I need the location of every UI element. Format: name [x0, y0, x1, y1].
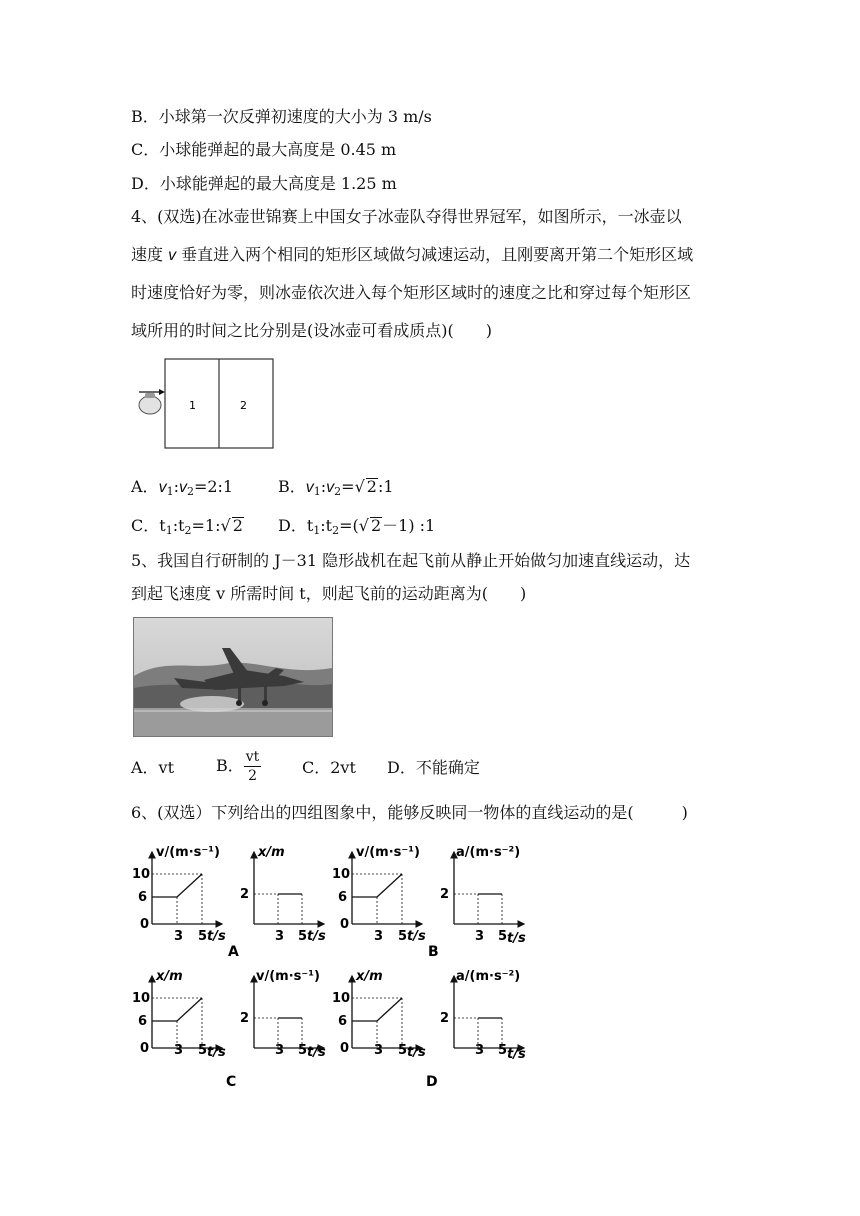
svg-text:0: 0 — [140, 1041, 150, 1056]
svg-text:6: 6 — [138, 890, 148, 905]
graph-b2 — [440, 845, 526, 946]
svg-text:a/(m·s⁻²): a/(m·s⁻²) — [456, 845, 521, 860]
svg-text:10: 10 — [332, 867, 351, 882]
svg-text:2: 2 — [440, 887, 450, 902]
svg-text:6: 6 — [138, 1014, 148, 1029]
q4-stem-line3: 时速度恰好为零，则冰壶依次进入每个矩形区域时的速度之比和穿过每个矩形区 — [131, 283, 692, 302]
q4-option-a: A．$v_1:v_2=2:1$ — [131, 477, 234, 498]
graph-label-c: C — [226, 1074, 237, 1088]
svg-text:2: 2 — [240, 887, 250, 902]
svg-text:5: 5 — [298, 929, 308, 944]
svg-text:t/s: t/s — [207, 1045, 226, 1060]
svg-text:3: 3 — [174, 1043, 184, 1058]
svg-text:3: 3 — [275, 1043, 285, 1058]
svg-text:0: 0 — [340, 917, 350, 932]
svg-text:5: 5 — [498, 1043, 508, 1058]
svg-text:v/(m·s⁻¹): v/(m·s⁻¹) — [256, 969, 320, 984]
q6-graph-set — [130, 838, 550, 1088]
q5-option-a: A．vt — [131, 758, 175, 777]
svg-text:t/s: t/s — [507, 931, 526, 946]
q4-option-b: B．$v_1:v_2=√$ 2:1 — [278, 477, 394, 498]
curling-diagram — [135, 355, 280, 455]
graph-b1 — [332, 845, 426, 944]
svg-text:6: 6 — [338, 890, 348, 905]
graph-label-d: D — [426, 1074, 438, 1088]
graph-c1 — [132, 969, 226, 1060]
svg-text:t/s: t/s — [207, 929, 226, 944]
svg-text:v/(m·s⁻¹): v/(m·s⁻¹) — [356, 845, 420, 860]
svg-text:3: 3 — [374, 929, 384, 944]
svg-text:0: 0 — [140, 917, 150, 932]
q4-stem-line2: 速度 v 垂直进入两个相同的矩形区域做匀减速运动，且刚要离开第二个矩形区域 — [131, 245, 694, 264]
q5-option-c: C．2vt — [302, 758, 356, 777]
svg-text:10: 10 — [132, 867, 151, 882]
svg-text:5: 5 — [498, 929, 508, 944]
q3-option-b: B．小球第一次反弹初速度的大小为 3 m/s — [131, 107, 432, 126]
q4-stem-line4: 域所用的时间之比分别是(设冰壶可看成质点)( ) — [131, 321, 492, 340]
svg-text:5: 5 — [398, 1043, 408, 1058]
svg-text:2: 2 — [440, 1011, 450, 1026]
svg-text:x/m: x/m — [156, 969, 183, 984]
svg-text:x/m: x/m — [258, 845, 285, 860]
svg-text:3: 3 — [475, 1043, 485, 1058]
graph-label-b: B — [428, 944, 439, 960]
q4-option-c: C．$t_1:t_2=1:√$ 2 — [131, 516, 243, 537]
svg-text:5: 5 — [198, 1043, 208, 1058]
graph-d1 — [332, 969, 426, 1060]
svg-text:6: 6 — [338, 1014, 348, 1029]
curling-stone-icon — [139, 396, 161, 414]
svg-text:t/s: t/s — [507, 1047, 526, 1062]
svg-text:3: 3 — [275, 929, 285, 944]
svg-text:t/s: t/s — [407, 1045, 426, 1060]
q4-option-d: D．$t_1:t_2=(√$ 2－1) :1 — [278, 516, 436, 537]
svg-text:t/s: t/s — [307, 1045, 326, 1060]
svg-text:5: 5 — [398, 929, 408, 944]
svg-text:a/(m·s⁻²): a/(m·s⁻²) — [456, 969, 521, 984]
graph-c2 — [240, 969, 326, 1060]
q6-stem: 6、(双选）下列给出的四组图象中，能够反映同一物体的直线运动的是( ) — [131, 803, 688, 822]
graph-label-a: A — [228, 944, 239, 960]
svg-text:3: 3 — [374, 1043, 384, 1058]
axis-label: v/(m·s⁻¹) — [156, 845, 220, 860]
svg-text:5: 5 — [198, 929, 208, 944]
svg-text:x/m: x/m — [356, 969, 383, 984]
svg-text:3: 3 — [475, 929, 485, 944]
q5-stem-line1: 5、我国自行研制的 J－31 隐形战机在起飞前从静止开始做匀加速直线运动，达 — [131, 551, 691, 570]
region-1-label: 1 — [189, 399, 196, 412]
svg-text:10: 10 — [132, 991, 151, 1006]
q3-option-d: D．小球能弹起的最大高度是 1.25 m — [131, 174, 397, 193]
q3-option-c: C．小球能弹起的最大高度是 0.45 m — [131, 140, 397, 159]
fighter-jet-photo — [133, 617, 333, 737]
q4-stem-line1: 4、(双选)在冰壶世锦赛上中国女子冰壶队夺得世界冠军，如图所示，一冰壶以 — [131, 207, 682, 226]
q5-option-b: B． $\frac{vt}{2}$ — [216, 749, 260, 784]
svg-text:2: 2 — [240, 1011, 250, 1026]
graph-d2 — [440, 969, 526, 1062]
graph-a2 — [240, 845, 326, 944]
svg-text:t/s: t/s — [307, 929, 326, 944]
svg-text:0: 0 — [340, 1041, 350, 1056]
q5-option-d: D．不能确定 — [387, 758, 480, 777]
svg-text:3: 3 — [174, 929, 184, 944]
region-2-label: 2 — [240, 399, 247, 412]
svg-text:t/s: t/s — [407, 929, 426, 944]
svg-text:10: 10 — [332, 991, 351, 1006]
svg-text:5: 5 — [298, 1043, 308, 1058]
q5-stem-line2: 到起飞速度 v 所需时间 t，则起飞前的运动距离为( ) — [131, 584, 527, 603]
graph-a1 — [132, 845, 226, 944]
